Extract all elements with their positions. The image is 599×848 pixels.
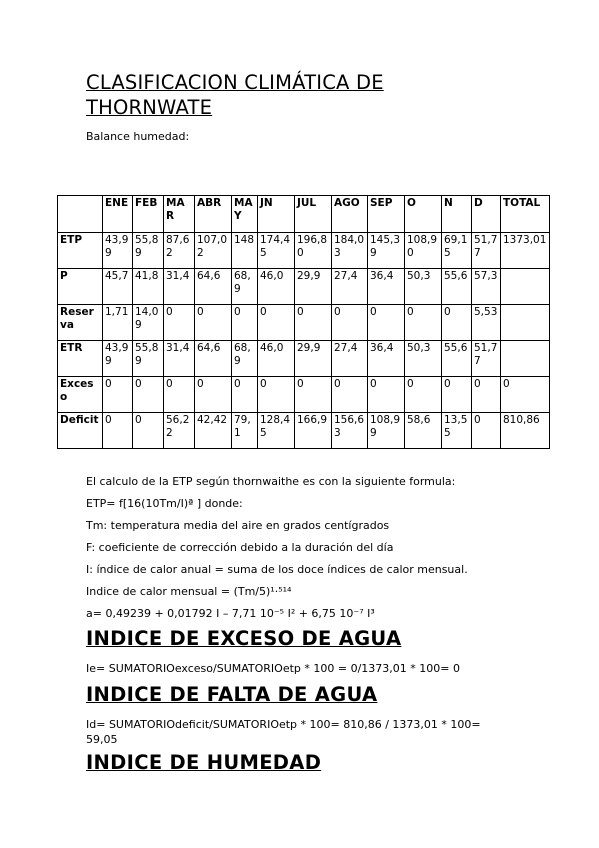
table-cell: 55,6 xyxy=(442,341,472,377)
table-cell: 55,89 xyxy=(133,233,164,269)
table-cell: 64,6 xyxy=(195,269,232,305)
table-header-cell: O xyxy=(405,196,442,233)
table-cell: 0 xyxy=(295,305,332,341)
table-cell: 810,86 xyxy=(501,413,550,449)
row-label-cell: P xyxy=(58,269,103,305)
table-cell: 0 xyxy=(232,305,258,341)
table-cell: 108,90 xyxy=(405,233,442,269)
table-cell: 0 xyxy=(195,305,232,341)
table-cell: 0 xyxy=(332,377,368,413)
table-cell: 196,80 xyxy=(295,233,332,269)
table-header-cell: N xyxy=(442,196,472,233)
table-header-cell: AGO xyxy=(332,196,368,233)
table-cell: 56,22 xyxy=(164,413,195,449)
table-cell: 128,45 xyxy=(258,413,295,449)
table-cell: 55,89 xyxy=(133,341,164,377)
table-cell: 57,3 xyxy=(472,269,501,305)
table-cell: 41,8 xyxy=(133,269,164,305)
table-cell: 51,77 xyxy=(472,341,501,377)
table-cell: 68,9 xyxy=(232,341,258,377)
table-cell: 68,9 xyxy=(232,269,258,305)
table-cell: 31,4 xyxy=(164,269,195,305)
row-label-cell: Deficit xyxy=(58,413,103,449)
table-row xyxy=(58,233,550,269)
table-cell: 0 xyxy=(295,377,332,413)
paragraph-id: Id= SUMATORIOdeficit/SUMATORIOetp * 100= 810,86 / 1373,01 * 100= 59,05 xyxy=(86,718,481,746)
table-cell: 0 xyxy=(164,377,195,413)
table-cell: 5,53 xyxy=(472,305,501,341)
table-cell: 0 xyxy=(258,377,295,413)
heading-humedad: INDICE DE HUMEDAD xyxy=(86,751,322,774)
table-cell: 148 xyxy=(232,233,258,269)
table-cell: 43,99 xyxy=(103,233,133,269)
table-cell xyxy=(501,341,550,377)
table-cell: 166,9 xyxy=(295,413,332,449)
table-cell: 29,9 xyxy=(295,269,332,305)
table-cell: 42,42 xyxy=(195,413,232,449)
table-header-cell: TOTAL xyxy=(501,196,550,233)
table-cell: 46,0 xyxy=(258,269,295,305)
paragraph-heat-index: Indice de calor mensual = (Tm/5)¹·⁵¹⁴ xyxy=(86,585,292,598)
table-cell: 27,4 xyxy=(332,269,368,305)
table-cell: 45,7 xyxy=(103,269,133,305)
table-header-cell: JN xyxy=(258,196,295,233)
row-label-cell: ETR xyxy=(58,341,103,377)
table-cell: 108,99 xyxy=(368,413,405,449)
water-balance-table xyxy=(57,195,550,449)
paragraph-tm: Tm: temperatura media del aire en grados centígrados xyxy=(86,519,390,532)
table-cell: 0 xyxy=(103,413,133,449)
heading-exceso: INDICE DE EXCESO DE AGUA xyxy=(86,627,402,650)
table-cell: 29,9 xyxy=(295,341,332,377)
table-cell: 13,55 xyxy=(442,413,472,449)
table-header-cell xyxy=(58,196,103,233)
paragraph-i: I: índice de calor anual = suma de los doce índices de calor mensual. xyxy=(86,563,468,576)
table-cell: 50,3 xyxy=(405,341,442,377)
table-cell: 64,6 xyxy=(195,341,232,377)
table-header-cell: ENE xyxy=(103,196,133,233)
table-cell: 0 xyxy=(472,413,501,449)
table-cell: 43,99 xyxy=(103,341,133,377)
table-cell: 156,63 xyxy=(332,413,368,449)
table-header-cell: MAR xyxy=(164,196,195,233)
table-cell: 0 xyxy=(368,305,405,341)
table-header-cell: FEB xyxy=(133,196,164,233)
table-cell: 0 xyxy=(232,377,258,413)
table-row xyxy=(58,413,550,449)
table-row xyxy=(58,305,550,341)
table-header-cell: D xyxy=(472,196,501,233)
table-cell: 87,62 xyxy=(164,233,195,269)
table-cell: 0 xyxy=(442,377,472,413)
table-cell: 107,02 xyxy=(195,233,232,269)
table-header-cell: ABR xyxy=(195,196,232,233)
paragraph-etp-formula: ETP= f[16(10Tm/I)ª ] donde: xyxy=(86,497,243,510)
paragraph-ie: Ie= SUMATORIOexceso/SUMATORIOetp * 100 = 0/1373,01 * 100= 0 xyxy=(86,662,460,675)
table-cell: 51,77 xyxy=(472,233,501,269)
table-row xyxy=(58,269,550,305)
paragraph-a-formula: a= 0,49239 + 0,01792 I – 7,71 10⁻⁵ I² + 6,75 10⁻⁷ I³ xyxy=(86,607,375,620)
table-cell xyxy=(501,269,550,305)
table-cell: 55,6 xyxy=(442,269,472,305)
paragraph-etp-intro: El calculo de la ETP según thornwaithe es con la siguiente formula: xyxy=(86,475,456,488)
table-cell: 184,03 xyxy=(332,233,368,269)
table-cell: 0 xyxy=(332,305,368,341)
table-cell: 58,6 xyxy=(405,413,442,449)
table-cell: 0 xyxy=(472,377,501,413)
table-row xyxy=(58,377,550,413)
table-cell: 14,09 xyxy=(133,305,164,341)
table-cell: 79,1 xyxy=(232,413,258,449)
heading-falta: INDICE DE FALTA DE AGUA xyxy=(86,683,378,706)
table-header-cell: MAY xyxy=(232,196,258,233)
table-body xyxy=(58,196,550,449)
table-header-row xyxy=(58,196,550,233)
row-label-cell: Reserva xyxy=(58,305,103,341)
table-cell: 36,4 xyxy=(368,341,405,377)
table-cell: 0 xyxy=(368,377,405,413)
row-label-cell: ETP xyxy=(58,233,103,269)
table-cell: 0 xyxy=(442,305,472,341)
table-cell: 0 xyxy=(133,413,164,449)
row-label-cell: Exceso xyxy=(58,377,103,413)
table-cell: 27,4 xyxy=(332,341,368,377)
table-cell: 0 xyxy=(405,377,442,413)
table-cell: 36,4 xyxy=(368,269,405,305)
balance-subtitle: Balance humedad: xyxy=(86,130,190,143)
table-cell: 174,45 xyxy=(258,233,295,269)
table-cell: 0 xyxy=(103,377,133,413)
table-row xyxy=(58,341,550,377)
document-title: CLASIFICACION CLIMÁTICA DE THORNWATE xyxy=(86,71,384,119)
table-cell: 0 xyxy=(258,305,295,341)
table-cell: 31,4 xyxy=(164,341,195,377)
table-header-cell: SEP xyxy=(368,196,405,233)
table-cell: 0 xyxy=(405,305,442,341)
table-cell: 1373,01 xyxy=(501,233,550,269)
table-cell: 50,3 xyxy=(405,269,442,305)
paragraph-f: F: coeficiente de corrección debido a la duración del día xyxy=(86,541,394,554)
table-cell: 69,15 xyxy=(442,233,472,269)
table-cell: 0 xyxy=(501,377,550,413)
table-header-cell: JUL xyxy=(295,196,332,233)
table-cell: 0 xyxy=(164,305,195,341)
table-cell xyxy=(501,305,550,341)
table-cell: 0 xyxy=(133,377,164,413)
table-cell: 1,71 xyxy=(103,305,133,341)
table-cell: 0 xyxy=(195,377,232,413)
table-cell: 145,39 xyxy=(368,233,405,269)
table-cell: 46,0 xyxy=(258,341,295,377)
